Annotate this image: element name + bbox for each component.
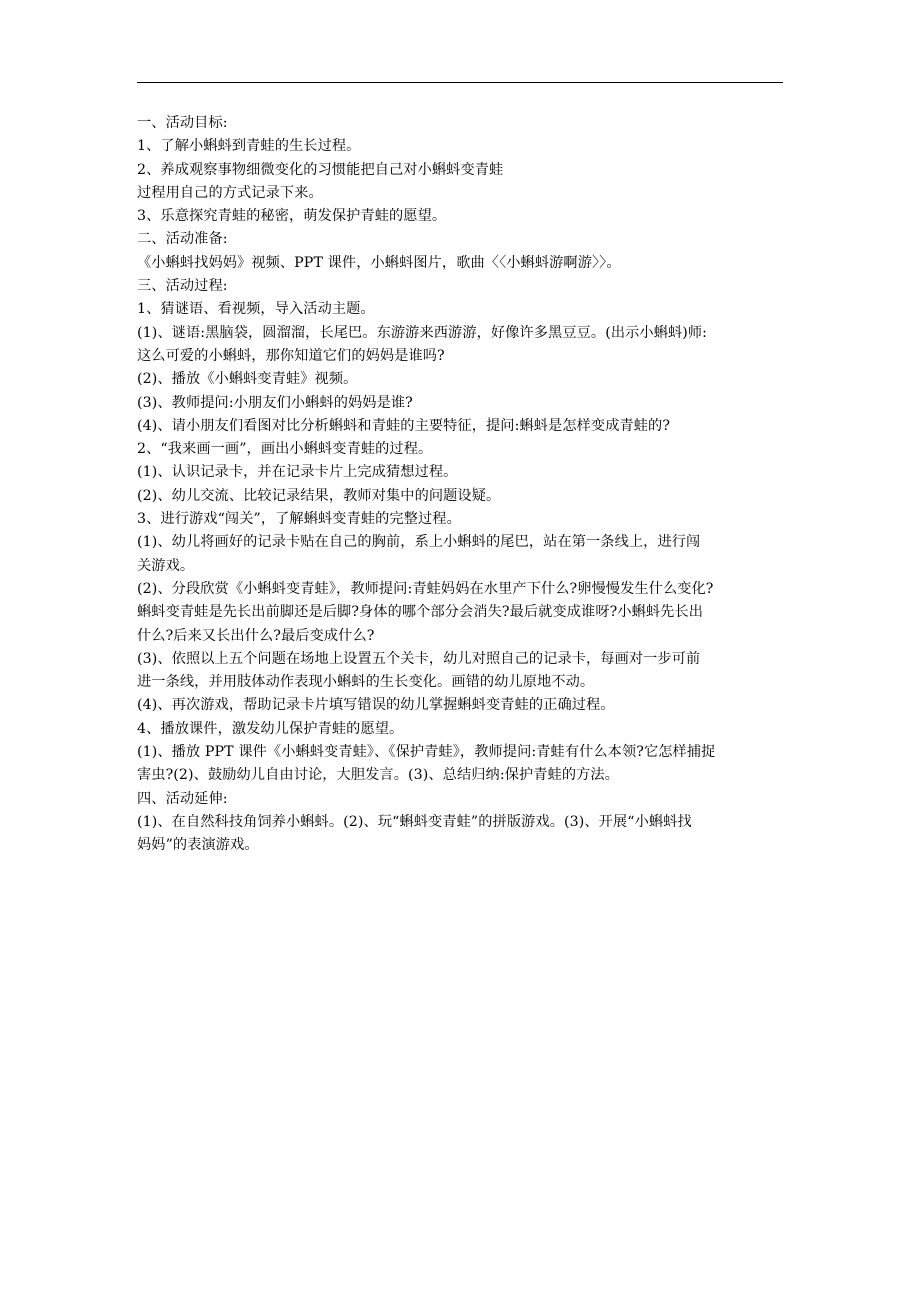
section-heading-extension: 四、活动延伸: bbox=[137, 790, 228, 807]
section-heading-preparation: 二、活动准备: bbox=[137, 231, 228, 248]
text-line: 这么可爱的小蝌蚪，那你知道它们的妈妈是谁吗? bbox=[137, 347, 445, 364]
text-line: (3)、依照以上五个问题在场地上设置五个关卡，幼儿对照自己的记录卡，每画对一步可前 bbox=[137, 650, 701, 667]
text-line: 4、播放课件，激发幼儿保护青蛙的愿望。 bbox=[137, 720, 404, 737]
document-body bbox=[137, 112, 785, 858]
text-line: (1)、认识记录卡，并在记录卡片上完成猜想过程。 bbox=[137, 464, 458, 481]
header-rule bbox=[137, 82, 783, 83]
text-line: 妈妈”的表演游戏。 bbox=[137, 837, 259, 854]
text-line: (1)、播放 PPT 课件《小蝌蚪变青蛙》、《保护青蛙》，教师提问:青蛙有什么本领?它怎样捕捉 bbox=[137, 744, 716, 761]
section-heading-process: 三、活动过程: bbox=[137, 278, 228, 295]
text-line: (4)、再次游戏，帮助记录卡片填写错误的幼儿掌握蝌蚪变青蛙的正确过程。 bbox=[137, 697, 615, 714]
text-line: 3、乐意探究青蛙的秘密，萌发保护青蛙的愿望。 bbox=[137, 208, 447, 225]
text-line: 进一条线，并用肢体动作表现小蝌蚪的生长变化。画错的幼儿原地不动。 bbox=[137, 674, 595, 691]
text-line: (2)、分段欣赏《小蝌蚪变青蛙》，教师提问:青蛙妈妈在水里产下什么?卵慢慢发生什么变化? bbox=[137, 580, 714, 597]
text-line: 1、了解小蝌蚪到青蛙的生长过程。 bbox=[137, 138, 361, 155]
text-line: 关游戏。 bbox=[137, 557, 195, 574]
text-line: 《小蝌蚪找妈妈》视频、PPT 课件，小蝌蚪图片，歌曲〈〈小蝌蚪游啊游〉〉。 bbox=[137, 254, 621, 271]
text-line: 2、“我来画一画”，画出小蝌蚪变青蛙的过程。 bbox=[137, 441, 433, 458]
text-line: (1)、幼儿将画好的记录卡贴在自己的胸前，系上小蝌蚪的尾巴，站在第一条线上，进行闯 bbox=[137, 534, 701, 551]
text-line: 1、猜谜语、看视频，导入活动主题。 bbox=[137, 301, 375, 318]
text-line: (3)、教师提问:小朋友们小蝌蚪的妈妈是谁? bbox=[137, 394, 413, 411]
text-line: (1)、谜语:黑脑袋，圆溜溜，长尾巴。东游游来西游游，好像许多黑豆豆。(出示小蝌蚪)师: bbox=[137, 324, 708, 341]
text-line: 过程用自己的方式记录下来。 bbox=[137, 184, 323, 201]
text-line: 3、进行游戏“闯关”，了解蝌蚪变青蛙的完整过程。 bbox=[137, 511, 461, 528]
text-line: (4)、请小朋友们看图对比分析蝌蚪和青蛙的主要特征，提问:蝌蚪是怎样变成青蛙的? bbox=[137, 417, 671, 434]
text-line: 什么?后来又长出什么?最后变成什么? bbox=[137, 627, 375, 644]
text-line: (2)、幼儿交流、比较记录结果，教师对集中的问题设疑。 bbox=[137, 487, 501, 504]
text-line: 害虫?(2)、鼓励幼儿自由讨论，大胆发言。(3)、总结归纳:保护青蛙的方法。 bbox=[137, 767, 620, 784]
text-line: 2、养成观察事物细微变化的习惯能把自己对小蝌蚪变青蛙 bbox=[137, 161, 504, 178]
section-heading-goals: 一、活动目标: bbox=[137, 115, 228, 131]
text-line: (2)、播放《小蝌蚪变青蛙》视频。 bbox=[137, 371, 358, 388]
text-line: (1)、在自然科技角饲养小蝌蚪。(2)、玩“蝌蚪变青蛙”的拼版游戏。(3)、开展“小蝌蚪找 bbox=[137, 813, 692, 830]
text-line: 蝌蚪变青蛙是先长出前脚还是后脚?身体的哪个部分会消失?最后就变成谁呀?小蝌蚪先长出 bbox=[137, 604, 704, 621]
